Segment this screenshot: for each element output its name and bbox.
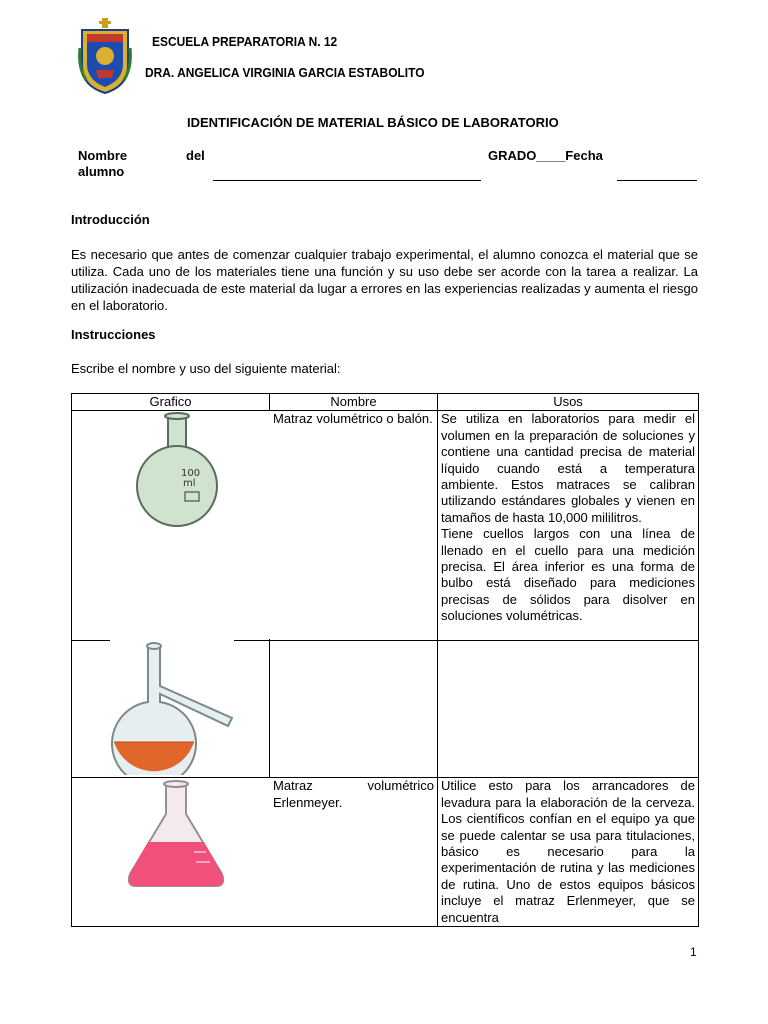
erlenmeyer-flask-image xyxy=(72,778,270,926)
row-uses-empty xyxy=(438,641,699,778)
school-name: ESCUELA PREPARATORIA N. 12 xyxy=(152,34,338,49)
instructions-text: Escribe el nombre y uso del siguiente material: xyxy=(71,361,341,376)
row-uses xyxy=(438,411,699,641)
row-name: Matraz volumétrico o balón. xyxy=(270,411,438,641)
col-header-usos: Usos xyxy=(438,394,699,411)
table-row xyxy=(72,641,699,778)
col-header-nombre: Nombre xyxy=(270,394,438,411)
flask-volume-number: 100 xyxy=(181,468,201,480)
col-header-grafico: Grafico xyxy=(72,394,270,411)
distillation-flask-image xyxy=(110,638,234,775)
page-title: IDENTIFICACIÓN DE MATERIAL BÁSICO DE LABORATORIO xyxy=(187,115,559,130)
graphic-cell xyxy=(72,641,270,778)
row-uses-part1: Se utiliza en laboratorios para medir el volumen en la preparación de soluciones y contiene una cantidad precisa de material líquido cuando está a temperatura ambiente. Estos matraces se calibran utilizando estándares globales y vienen en tamaños de hasta 10,000 mililitros. xyxy=(441,411,695,525)
flask-volume-unit: ml xyxy=(183,478,196,490)
graphic-cell xyxy=(72,411,270,641)
materials-table xyxy=(71,393,699,927)
grado-fecha-label: GRADO____Fecha xyxy=(488,148,603,163)
del-word: del xyxy=(186,148,205,163)
name-word: Nombre xyxy=(78,148,128,163)
teacher-name: DRA. ANGELICA VIRGINIA GARCIA ESTABOLITO xyxy=(145,65,425,80)
school-crest-logo xyxy=(78,18,132,94)
row-uses: Utilice esto para los arrancadores de levadura para la elaboración de la cerveza. Los científicos confían en el equipo ya que se puede calentar se usa para titulaciones, básico es necesario para la experimentación de rutina y las mediciones de rutina. Uno de estos equipos básicos incluye el matraz Erlenmeyer, que se encuentra xyxy=(438,778,699,927)
volumetric-flask-image xyxy=(72,411,270,639)
instructions-heading: Instrucciones xyxy=(71,327,156,342)
row-uses-part2: Tiene cuellos largos con una línea de llenado en el cuello para una medición precisa. El área inferior es una forma de bulbo está diseñado para mediciones precisas de sólidos para disolver en soluciones volumétricas. xyxy=(441,526,695,624)
intro-heading: Introducción xyxy=(71,212,150,227)
row-name-empty xyxy=(270,641,438,778)
table-row xyxy=(72,411,699,641)
graphic-cell xyxy=(72,778,270,927)
table-header-row xyxy=(72,394,699,411)
name-field-line[interactable] xyxy=(213,180,481,181)
table-row xyxy=(72,778,699,927)
date-field-line[interactable] xyxy=(617,180,697,181)
alumno-word: alumno xyxy=(78,164,125,179)
row-name: Matraz volumétrico Erlenmeyer. xyxy=(270,778,438,927)
page-number: 1 xyxy=(690,945,697,959)
intro-paragraph: Es necesario que antes de comenzar cualquier trabajo experimental, el alumno conozca el material que se utiliza. Cada uno de los materiales tiene una función y su uso debe ser acorde con la tarea a realizar. La utilización inadecuada de este material da lugar a errores en las experiencias realizadas y aumenta el riesgo en el laboratorio. xyxy=(71,247,698,313)
